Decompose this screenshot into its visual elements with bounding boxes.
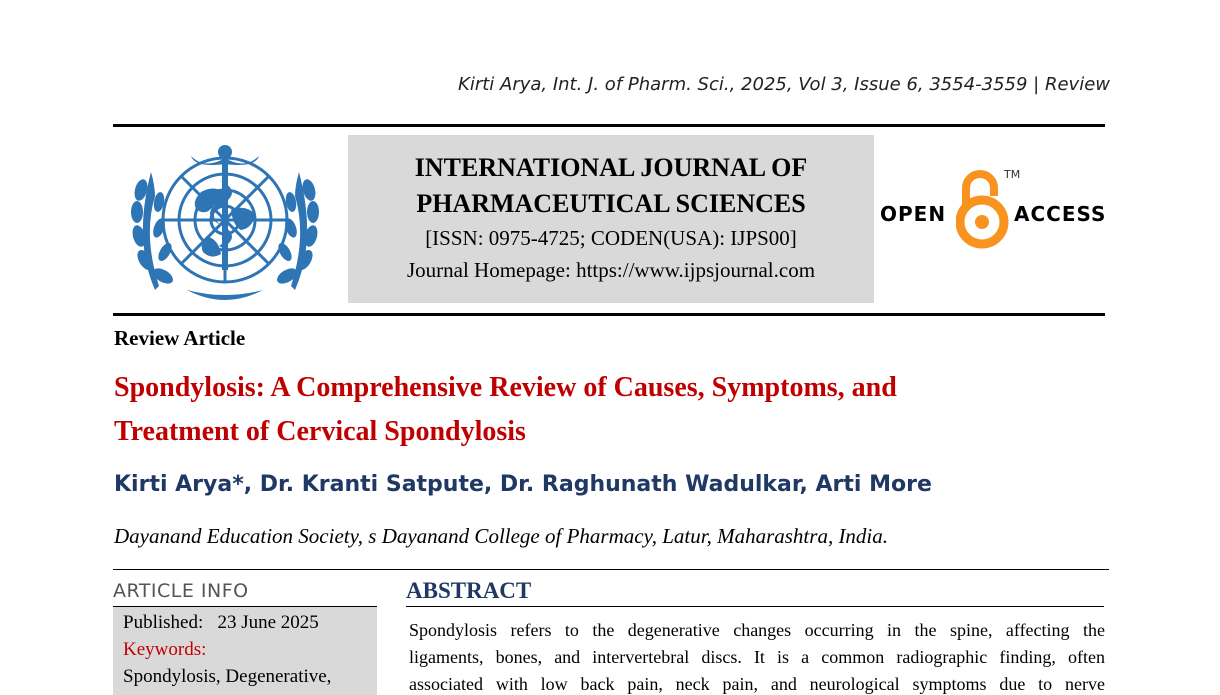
section-divider xyxy=(113,569,1109,570)
abstract-text xyxy=(409,617,1105,695)
open-access-logo xyxy=(880,166,1108,252)
article-title-line1: Spondylosis: A Comprehensive Review of Causes, Symptoms, and xyxy=(114,372,897,403)
abstract-rule xyxy=(406,606,1104,607)
article-authors: Kirti Arya*, Dr. Kranti Satpute, Dr. Raghunath Wadulkar, Arti More xyxy=(114,472,932,497)
abstract-heading: ABSTRACT xyxy=(406,578,532,603)
author-affiliation: Dayanand Education Society, s Dayanand College of Pharmacy, Latur, Maharashtra, India. xyxy=(114,524,889,548)
journal-emblem-icon xyxy=(127,140,323,306)
abstract-line: ligaments, bones, and intervertebral discs. It is a common radiographic finding, often xyxy=(409,647,1105,667)
article-type: Review Article xyxy=(114,326,246,350)
open-access-access-text: ACCESS xyxy=(1014,202,1107,226)
open-access-trademark: TM xyxy=(1004,168,1021,181)
keywords-label: Keywords: xyxy=(123,639,207,660)
published-row xyxy=(123,609,377,636)
article-info-box xyxy=(113,607,377,695)
abstract-line: associated with low back pain, neck pain, and neurological symptoms due to nerve xyxy=(409,674,1105,694)
journal-banner xyxy=(348,135,874,303)
header-bottom-rule xyxy=(113,313,1105,316)
journal-homepage: Journal Homepage: https://www.ijpsjournal.com xyxy=(406,258,816,282)
published-label: Published: xyxy=(123,612,204,633)
abstract-line: Spondylosis refers to the degenerative changes occurring in the spine, affecting the xyxy=(409,620,1105,640)
article-title-line2: Treatment of Cervical Spondylosis xyxy=(114,416,526,447)
published-date: 23 June 2025 xyxy=(217,612,319,633)
running-head: Kirti Arya, Int. J. of Pharm. Sci., 2025, Vol 3, Issue 6, 3554-3559 | Review xyxy=(458,74,1110,95)
journal-title xyxy=(348,150,874,222)
journal-title-line1: INTERNATIONAL JOURNAL OF xyxy=(414,153,808,182)
open-access-open-text: OPEN xyxy=(880,202,947,226)
article-info-heading: ARTICLE INFO xyxy=(113,580,249,602)
journal-issn: [ISSN: 0975-4725; CODEN(USA): IJPS00] xyxy=(425,226,797,250)
keywords-text: Spondylosis, Degenerative, xyxy=(123,666,332,687)
article-title xyxy=(114,366,1074,454)
journal-title-line2: PHARMACEUTICAL SCIENCES xyxy=(416,189,806,218)
header-top-rule xyxy=(113,124,1105,127)
